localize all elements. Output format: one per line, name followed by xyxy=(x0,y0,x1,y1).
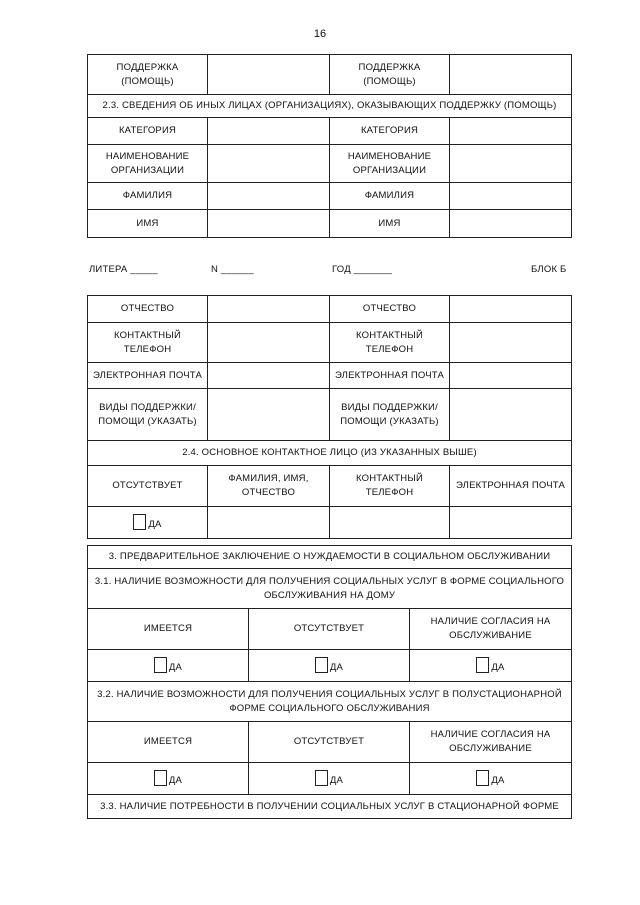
section-2-4-title: 2.4. ОСНОВНОЕ КОНТАКТНОЕ ЛИЦО (ИЗ УКАЗАННЫХ ВЫШЕ) xyxy=(88,441,572,466)
phone-label-right: КОНТАКТНЫЙ ТЕЛЕФОН xyxy=(330,323,450,363)
checkbox-label: ДА xyxy=(168,661,183,673)
table-row xyxy=(88,296,572,323)
year-field: ГОД _______ xyxy=(332,264,393,275)
section-3-title: 3. ПРЕДВАРИТЕЛЬНОЕ ЗАКЛЮЧЕНИЕ О НУЖДАЕМОСТИ В СОЦИАЛЬНОМ ОБСЛУЖИВАНИИ xyxy=(88,546,572,569)
support-types-value-left[interactable] xyxy=(208,389,330,441)
litera-field: ЛИТЕРА _____ xyxy=(89,264,158,275)
email-value-left[interactable] xyxy=(208,363,330,389)
other-persons-table xyxy=(87,54,572,238)
support-types-label-left: ВИДЫ ПОДДЕРЖКИ/ПОМОЩИ (УКАЗАТЬ) xyxy=(88,389,208,441)
support-row xyxy=(88,55,572,95)
section-3-2-title: 3.2. НАЛИЧИЕ ВОЗМОЖНОСТИ ДЛЯ ПОЛУЧЕНИЯ СОЦИАЛЬНЫХ УСЛУГ В ПОЛУСТАЦИОНАРНОЙ ФОРМЕ СОЦИАЛЬНОГО ОБСЛУЖИВАНИЯ xyxy=(88,682,572,722)
section-2-3-title: 2.3. СВЕДЕНИЯ ОБ ИНЫХ ЛИЦАХ (ОРГАНИЗАЦИЯХ), ОКАЗЫВАЮЩИХ ПОДДЕРЖКУ (ПОМОЩЬ) xyxy=(88,95,572,118)
email-value-right[interactable] xyxy=(450,363,572,389)
consent-cell xyxy=(410,650,572,682)
absent-cell xyxy=(88,507,208,539)
not-available-cell xyxy=(249,650,410,682)
category-label-right: КАТЕГОРИЯ xyxy=(330,118,450,145)
col-available: ИМЕЕТСЯ xyxy=(88,609,249,650)
support-types-value-right[interactable] xyxy=(450,389,572,441)
table-row xyxy=(88,763,572,795)
col-not-available: ОТСУТСТВУЕТ xyxy=(249,609,410,650)
available-cell xyxy=(88,763,249,795)
surname-label-right: ФАМИЛИЯ xyxy=(330,183,450,210)
name-label-left: ИМЯ xyxy=(88,210,208,238)
phone-value[interactable] xyxy=(330,507,450,539)
table-header-row xyxy=(88,609,572,650)
category-value-right[interactable] xyxy=(450,118,572,145)
category-value-left[interactable] xyxy=(208,118,330,145)
table-row xyxy=(88,183,572,210)
support-types-label-right: ВИДЫ ПОДДЕРЖКИ/ПОМОЩИ (УКАЗАТЬ) xyxy=(330,389,450,441)
patronymic-value-right[interactable] xyxy=(450,296,572,323)
email-label-left: ЭЛЕКТРОННАЯ ПОЧТА xyxy=(88,363,208,389)
surname-value-left[interactable] xyxy=(208,183,330,210)
section-3-1-title: 3.1. НАЛИЧИЕ ВОЗМОЖНОСТИ ДЛЯ ПОЛУЧЕНИЯ СОЦИАЛЬНЫХ УСЛУГ В ФОРМЕ СОЦИАЛЬНОГО ОБСЛУЖИВАНИЯ НА ДОМУ xyxy=(88,569,572,609)
consent-checkbox[interactable] xyxy=(476,657,489,673)
category-label-left: КАТЕГОРИЯ xyxy=(88,118,208,145)
not-available-checkbox[interactable] xyxy=(315,657,328,673)
conclusion-table xyxy=(87,545,572,819)
support-value-left[interactable] xyxy=(208,55,330,95)
checkbox-label: ДА xyxy=(329,774,344,786)
table-row xyxy=(88,363,572,389)
contact-table xyxy=(87,295,572,539)
section-3-3-title: 3.3. НАЛИЧИЕ ПОТРЕБНОСТИ В ПОЛУЧЕНИИ СОЦИАЛЬНЫХ УСЛУГ В СТАЦИОНАРНОЙ ФОРМЕ xyxy=(88,795,572,819)
col-consent: НАЛИЧИЕ СОГЛАСИЯ НА ОБСЛУЖИВАНИЕ xyxy=(410,609,572,650)
surname-label-left: ФАМИЛИЯ xyxy=(88,183,208,210)
col-full-name: ФАМИЛИЯ, ИМЯ, ОТЧЕСТВО xyxy=(208,466,330,507)
absent-checkbox[interactable] xyxy=(133,514,146,530)
not-available-checkbox[interactable] xyxy=(315,770,328,786)
surname-value-right[interactable] xyxy=(450,183,572,210)
page-number: 16 xyxy=(313,28,327,40)
available-checkbox[interactable] xyxy=(154,657,167,673)
table-header-row xyxy=(88,466,572,507)
block-label: БЛОК Б xyxy=(531,264,567,275)
table-row xyxy=(88,389,572,441)
support-label-right: ПОДДЕРЖКА (ПОМОЩЬ) xyxy=(330,55,450,95)
col-not-available: ОТСУТСТВУЕТ xyxy=(249,722,410,763)
not-available-cell xyxy=(249,763,410,795)
col-available: ИМЕЕТСЯ xyxy=(88,722,249,763)
table-row xyxy=(88,145,572,183)
org-name-label-left: НАИМЕНОВАНИЕ ОРГАНИЗАЦИИ xyxy=(88,145,208,183)
checkbox-label: ДА xyxy=(168,774,183,786)
support-label-left: ПОДДЕРЖКА (ПОМОЩЬ) xyxy=(88,55,208,95)
consent-checkbox[interactable] xyxy=(476,770,489,786)
number-field: N ______ xyxy=(211,264,254,275)
consent-cell xyxy=(410,763,572,795)
table-row xyxy=(88,210,572,238)
email-value[interactable] xyxy=(450,507,572,539)
table-header-row xyxy=(88,722,572,763)
patronymic-value-left[interactable] xyxy=(208,296,330,323)
phone-value-right[interactable] xyxy=(450,323,572,363)
checkbox-label: ДА xyxy=(491,774,505,786)
table-row xyxy=(88,650,572,682)
name-value-left[interactable] xyxy=(208,210,330,238)
col-absent: ОТСУТСТВУЕТ xyxy=(88,466,208,507)
checkbox-label: ДА xyxy=(491,661,505,673)
table-row xyxy=(88,323,572,363)
col-phone: КОНТАКТНЫЙ ТЕЛЕФОН xyxy=(330,466,450,507)
patronymic-label-right: ОТЧЕСТВО xyxy=(330,296,450,323)
checkbox-label: ДА xyxy=(329,661,344,673)
name-label-right: ИМЯ xyxy=(330,210,450,238)
col-email: ЭЛЕКТРОННАЯ ПОЧТА xyxy=(450,466,572,507)
checkbox-label: ДА xyxy=(148,518,162,530)
full-name-value[interactable] xyxy=(208,507,330,539)
email-label-right: ЭЛЕКТРОННАЯ ПОЧТА xyxy=(330,363,450,389)
col-consent: НАЛИЧИЕ СОГЛАСИЯ НА ОБСЛУЖИВАНИЕ xyxy=(410,722,572,763)
table-row xyxy=(88,118,572,145)
name-value-right[interactable] xyxy=(450,210,572,238)
available-checkbox[interactable] xyxy=(154,770,167,786)
org-name-value-right[interactable] xyxy=(450,145,572,183)
phone-value-left[interactable] xyxy=(208,323,330,363)
org-name-label-right: НАИМЕНОВАНИЕ ОРГАНИЗАЦИИ xyxy=(330,145,450,183)
patronymic-label-left: ОТЧЕСТВО xyxy=(88,296,208,323)
phone-label-left: КОНТАКТНЫЙ ТЕЛЕФОН xyxy=(88,323,208,363)
support-value-right[interactable] xyxy=(450,55,572,95)
available-cell xyxy=(88,650,249,682)
table-row xyxy=(88,507,572,539)
org-name-value-left[interactable] xyxy=(208,145,330,183)
